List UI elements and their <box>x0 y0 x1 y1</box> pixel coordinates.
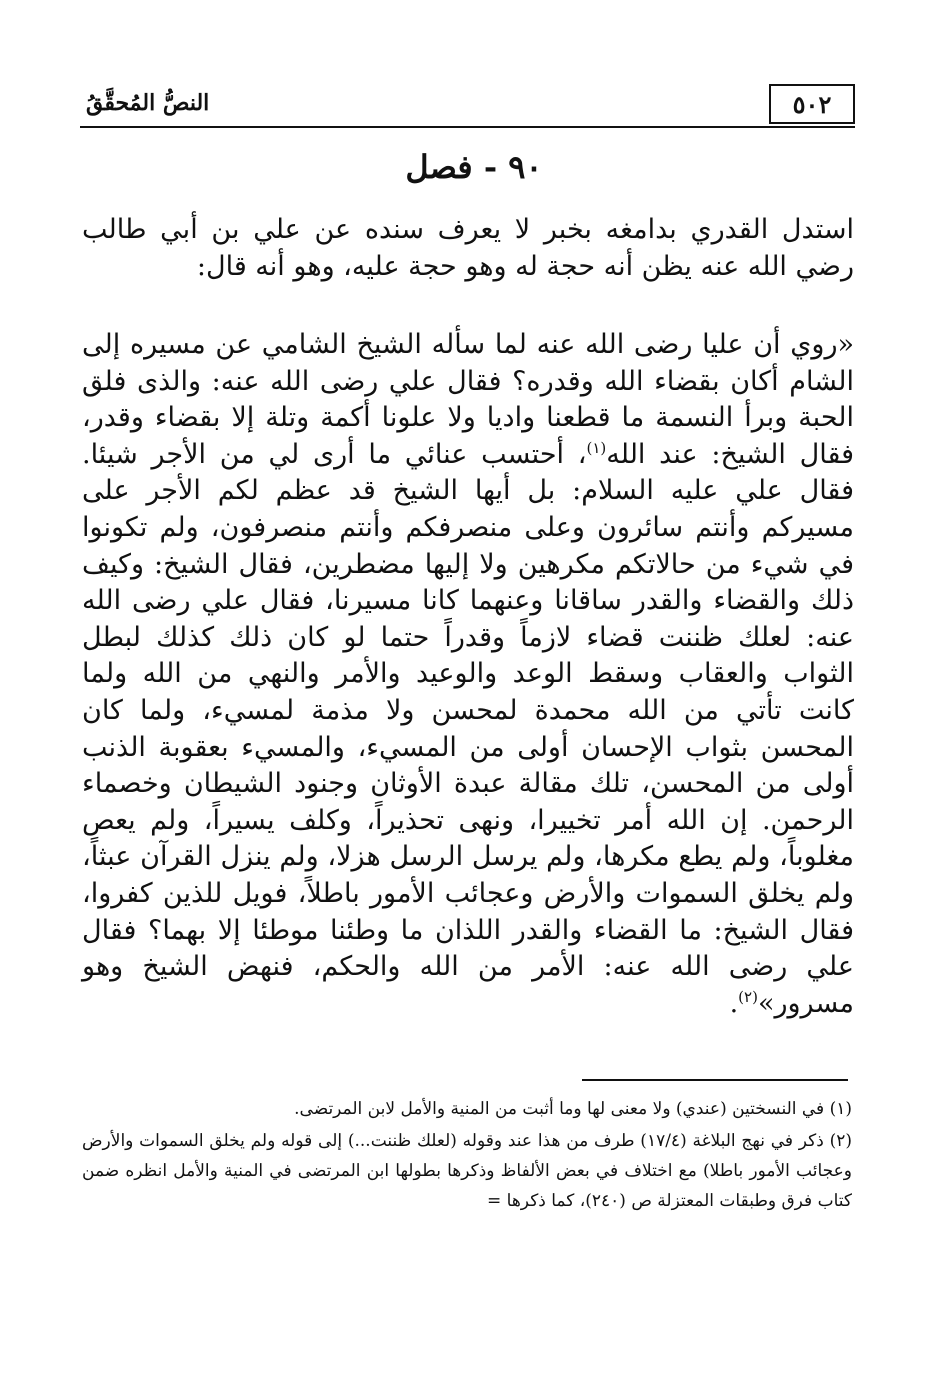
quote-part-2: ، أحتسب عنائي ما أرى لي من الأجر شيئا. فقال علي عليه السلام: بل أيها الشيخ قد عظم لكم الأجر على مسيركم وأنتم سائرون وعلى منصرفكم وأنتم منصرفون، ولم تكونوا في شيء من حالاتكم مكرهين ولا إليها مضطرين، فقال الشيخ: وكيف ذلك والقضاء والقدر ساقانا وعنهما كانا مسيرنا، فقال علي رضى الله عنه: لعلك ظننت قضاء لازماً وقدراً حتما لو كان ذلك كذلك لبطل الثواب والعقاب وسقط الوعد والوعيد والأمر والنهي من الله ولما كانت تأتي من الله محمدة لمحسن ولا مذمة لمسيء، ولما كان المحسن بثواب الإحسان أولى من المسيء، والمسيء بعقوبة الذنب أولى من المحسن، تلك مقالة عبدة الأوثان وجنود الشيطان وخصماء الرحمن. إن الله أمر تخييرا، ونهى تحذيراً، وكلف يسيراً، ولم يعص مغلوباً، ولم يطع مكرها، ولم يرسل الرسل هزلا، ولم ينزل القرآن عبثاً، ولم يخلق السموات والأرض وعجائب الأمور باطلاً، فويل للذين كفروا، فقال الشيخ: ما القضاء والقدر اللذان ما وطئنا موطئا إلا بهما؟ فقال علي رضى الله عنه: الأمر من الله والحكم، فنهض الشيخ وهو مسرور» <box>82 438 854 1019</box>
footnote-marker-2: (٢) <box>738 987 758 1006</box>
page-number: ٥٠٢ <box>769 84 855 124</box>
intro-text: استدل القدري بدامغه بخبر لا يعرف سنده عن علي بن أبي طالب رضي الله عنه يظن أنه حجة له وهو حجة عليه، وهو أنه قال: <box>82 214 854 282</box>
footnote-separator <box>582 1079 848 1081</box>
header-rule <box>80 126 855 128</box>
running-title: النصُّ المُحقَّقُ <box>86 90 210 116</box>
quote-paragraph <box>82 327 854 1022</box>
footnote-2: (٢) ذكر في نهج البلاغة (١٧/٤) طرف من هذا عند وقوله (لعلك ظننت...) إلى قوله ولم يخلق السموات والأرض وعجائب الأمور باطلا) مع اختلاف في بعض الألفاظ وذكرها بطولها ابن المرتضى في المنية والأمل انظره ضمن كتاب فرق وطبقات المعتزلة ص (٢٤٠)، كما ذكرها = <box>82 1131 852 1211</box>
footnote-marker-1: (١) <box>586 438 607 457</box>
section-title: ٩٠ - فصل <box>405 148 543 186</box>
quote-end: . <box>729 987 739 1019</box>
page-header <box>80 84 855 130</box>
intro-paragraph <box>82 212 854 285</box>
quote-part-1: «روي أن عليا رضى الله عنه لما سأله الشيخ الشامي عن مسيره إلى الشام أكان بقضاء الله وقدره؟ فقال علي رضى الله عنه: والذى فلق الحبة وبرأ النسمة ما قطعنا واديا ولا علونا أكمة وتلة إلا بقضاء وقدر، فقال الشيخ: عند الله <box>82 329 855 470</box>
footnotes <box>82 1094 852 1216</box>
footnote-1: (١) في النسختين (عندي) ولا معنى لها وما أثبت من المنية والأمل لابن المرتضى. <box>294 1099 852 1119</box>
